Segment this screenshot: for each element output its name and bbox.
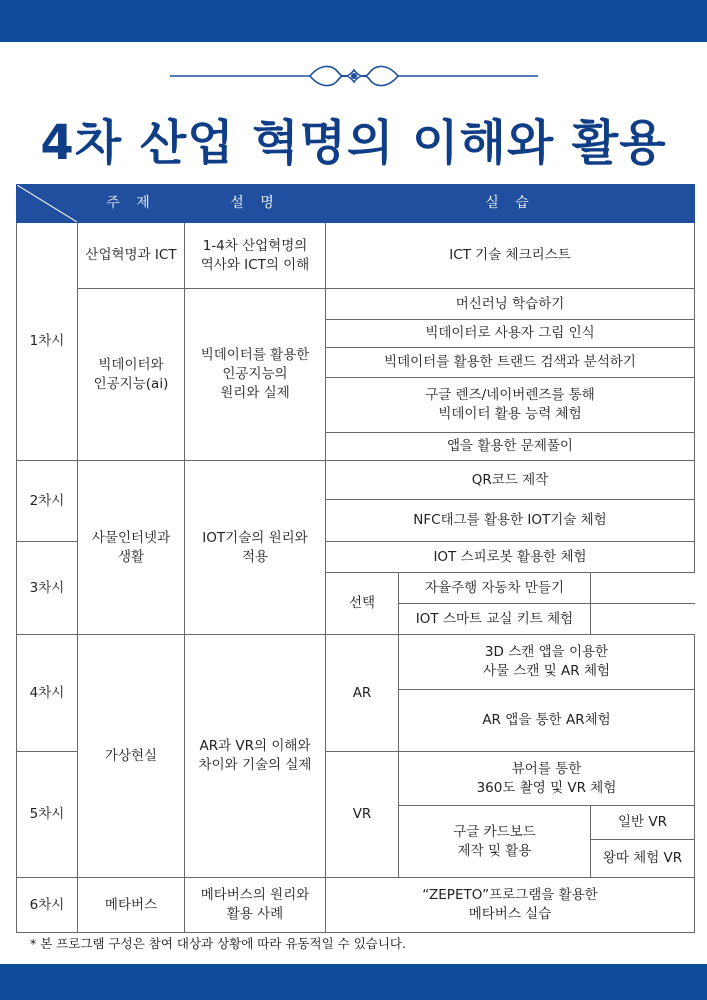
practice-cardboard: 구글 카드보드 제작 및 활용 bbox=[399, 806, 591, 878]
practice-zepeto: “ZEPETO”프로그램을 활용한 메타버스 실습 bbox=[326, 878, 695, 933]
blank-cell bbox=[591, 573, 695, 604]
session-3: 3차시 bbox=[17, 542, 78, 635]
session-5: 5차시 bbox=[17, 752, 78, 878]
practice-bigdata-drawing: 빅데이터로 사용자 그림 인식 bbox=[326, 320, 695, 348]
description-3: IOT기술의 원리와 적용 bbox=[185, 461, 326, 635]
practice-lens: 구글 렌즈/네이버렌즈를 통해 빅데이터 활용 능력 체험 bbox=[326, 378, 695, 433]
header-practice: 실 습 bbox=[326, 185, 695, 223]
practice-smart-class: IOT 스마트 교실 키트 체험 bbox=[399, 604, 591, 635]
description-5: 메타버스의 원리와 활용 사례 bbox=[185, 878, 326, 933]
topic-2: 빅데이터와 인공지능(ai) bbox=[78, 289, 185, 461]
topic-4: 가상현실 bbox=[78, 635, 185, 878]
description-1: 1-4차 산업혁명의 역사와 ICT의 이해 bbox=[185, 223, 326, 289]
blank-cell bbox=[591, 604, 695, 635]
practice-ml: 머신러닝 학습하기 bbox=[326, 289, 695, 320]
description-2: 빅데이터를 활용한 인공지능의 원리와 실제 bbox=[185, 289, 326, 461]
vr-label: VR bbox=[326, 752, 399, 878]
practice-nfc: NFC태그를 활용한 IOT기술 체험 bbox=[326, 500, 695, 542]
header-topic: 주 제 bbox=[78, 185, 185, 223]
practice-ict-checklist: ICT 기술 체크리스트 bbox=[326, 223, 695, 289]
elective-label: 선택 bbox=[326, 573, 399, 635]
practice-wangtta-vr: 왕따 체험 VR bbox=[591, 840, 695, 878]
ornament-divider-icon bbox=[170, 58, 538, 94]
schedule-table bbox=[16, 184, 695, 933]
session-1: 1차시 bbox=[17, 223, 78, 461]
header-corner bbox=[17, 185, 78, 223]
footnote: * 본 프로그램 구성은 참여 대상과 상황에 따라 유동적일 수 있습니다. bbox=[30, 936, 406, 951]
practice-ar-app: AR 앱을 통한 AR체험 bbox=[399, 690, 695, 752]
bottom-band bbox=[0, 964, 707, 1000]
practice-qr: QR코드 제작 bbox=[326, 461, 695, 500]
session-2: 2차시 bbox=[17, 461, 78, 542]
top-band bbox=[0, 0, 707, 42]
practice-viewer: 뷰어를 통한 360도 촬영 및 VR 체험 bbox=[399, 752, 695, 806]
practice-spirobot: IOT 스피로봇 활용한 체험 bbox=[326, 542, 695, 573]
session-6: 6차시 bbox=[17, 878, 78, 933]
ar-label: AR bbox=[326, 635, 399, 752]
header-description: 설 명 bbox=[185, 185, 326, 223]
description-4: AR과 VR의 이해와 차이와 기술의 실제 bbox=[185, 635, 326, 878]
practice-3d-scan: 3D 스캔 앱을 이용한 사물 스캔 및 AR 체험 bbox=[399, 635, 695, 690]
topic-3: 사물인터넷과 생활 bbox=[78, 461, 185, 635]
practice-general-vr: 일반 VR bbox=[591, 806, 695, 840]
practice-trend: 빅데이터를 활용한 트랜드 검색과 분석하기 bbox=[326, 348, 695, 378]
session-4: 4차시 bbox=[17, 635, 78, 752]
practice-autocar: 자율주행 자동차 만들기 bbox=[399, 573, 591, 604]
page-title: 4차 산업 혁명의 이해와 활용 bbox=[40, 115, 667, 171]
topic-5: 메타버스 bbox=[78, 878, 185, 933]
topic-1: 산업혁명과 ICT bbox=[78, 223, 185, 289]
practice-app-problem: 앱을 활용한 문제풀이 bbox=[326, 433, 695, 461]
